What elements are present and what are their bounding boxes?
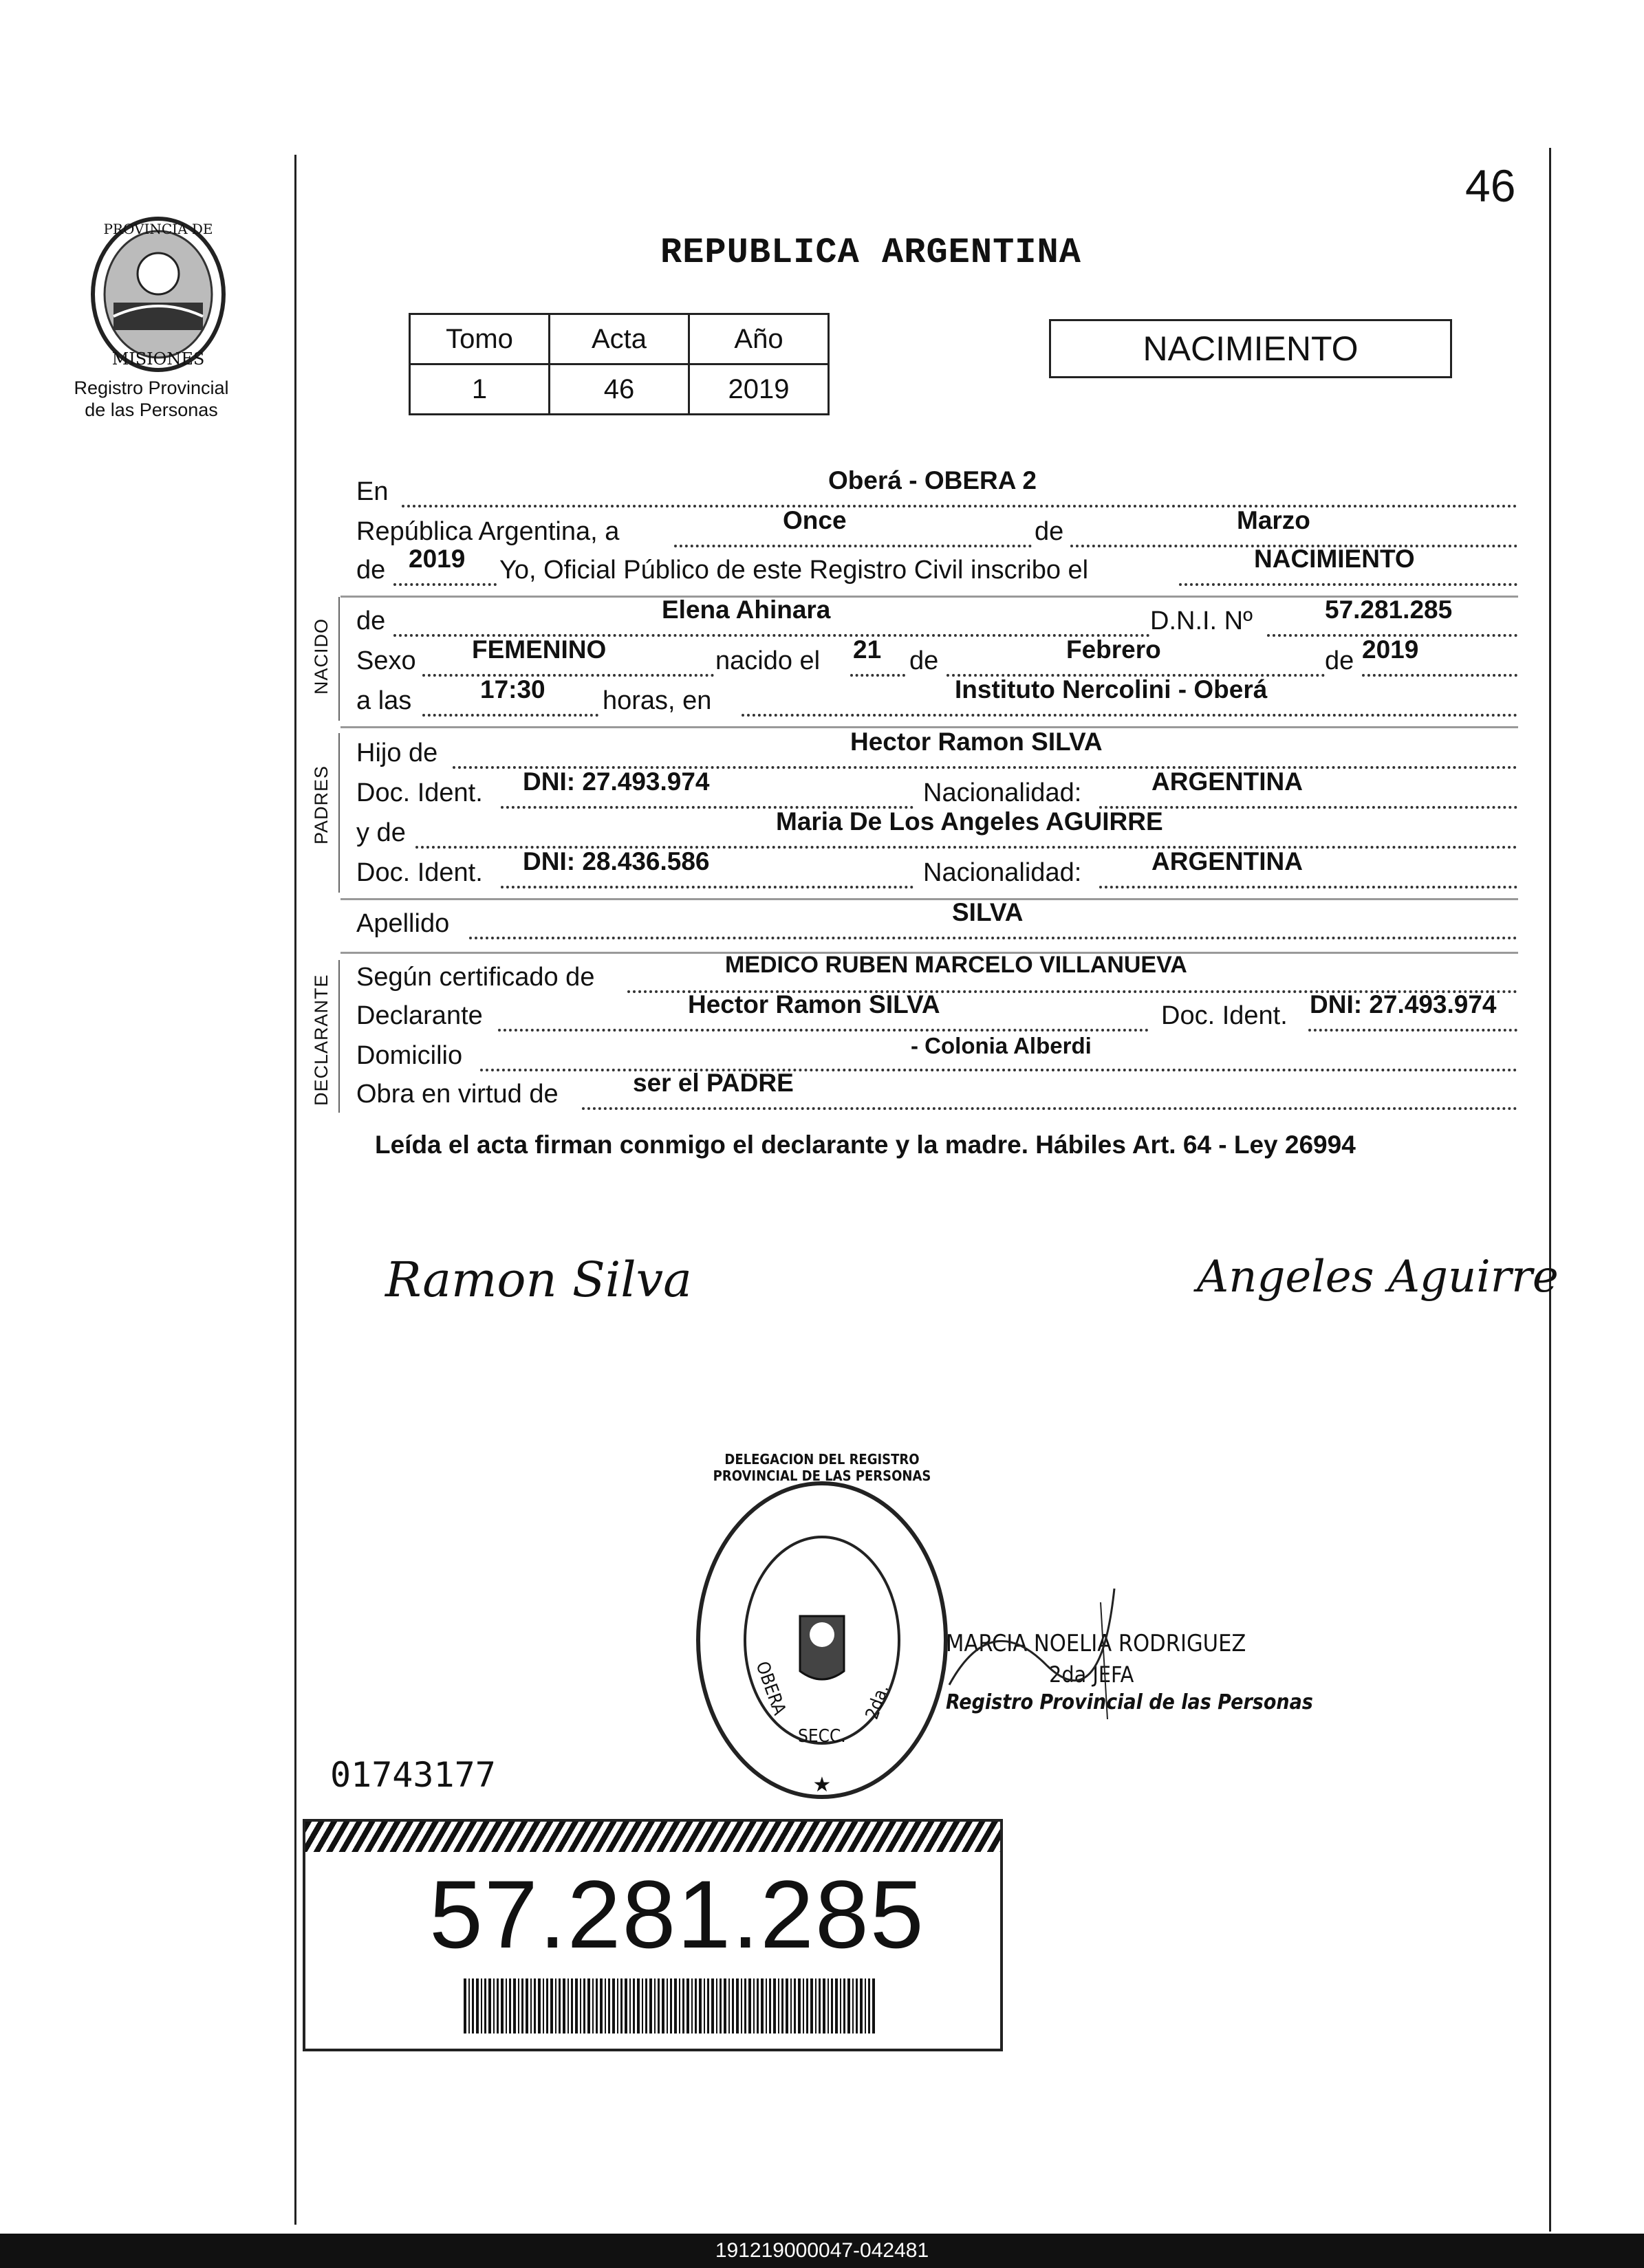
madre-doc-value: DNI: 28.436.586 xyxy=(523,847,710,875)
section-label-padres: PADRES xyxy=(311,765,332,844)
republica-dots-1 xyxy=(674,545,1032,547)
section-label-nacido: NACIDO xyxy=(311,618,332,695)
lugar-value: Instituto Nercolini - Oberá xyxy=(955,675,1268,704)
declarante-label: Declarante xyxy=(356,1001,483,1030)
declarante-doc-dots xyxy=(1308,1029,1517,1032)
obra-label: Obra en virtud de xyxy=(356,1080,559,1109)
registry-header-tomo: Tomo xyxy=(410,314,550,364)
official-name: MARCIA NOELIA RODRIGUEZ xyxy=(946,1630,1246,1657)
nac-mes-value: Febrero xyxy=(1066,635,1161,664)
nacido-label: nacido el xyxy=(715,646,821,675)
doc3-label: Doc. Ident. xyxy=(1161,1001,1288,1030)
nac-dia-dots xyxy=(850,674,905,677)
stamp-inner-bottom: SECC. xyxy=(798,1726,846,1747)
svg-text:★: ★ xyxy=(812,1774,832,1796)
alas-label: a las xyxy=(356,686,412,715)
domicilio-label: Domicilio xyxy=(356,1041,463,1070)
madre-value: Maria De Los Angeles AGUIRRE xyxy=(776,807,1163,836)
row-en xyxy=(356,466,1519,513)
cert-label: Según certificado de xyxy=(356,963,595,992)
svg-text:MISIONES: MISIONES xyxy=(111,349,205,369)
apellido-label: Apellido xyxy=(356,909,450,938)
republica-label: República Argentina, a xyxy=(356,517,620,546)
yde-label: y de xyxy=(356,818,406,847)
sexo-value: FEMENINO xyxy=(472,635,607,664)
lugar-dots xyxy=(742,714,1517,717)
declarante-dots xyxy=(498,1029,1149,1032)
section-label-declarante: DECLARANTE xyxy=(311,974,332,1106)
official-signature-stroke xyxy=(935,1582,1142,1733)
footer-code: 191219000047-042481 xyxy=(0,2234,1644,2268)
row-madre-doc xyxy=(356,847,1519,894)
declarante-doc-value: DNI: 27.493.974 xyxy=(1310,990,1497,1018)
cert-value: MEDICO RUBEN MARCELO VILLANUEVA xyxy=(725,952,1187,978)
dni-label: D.N.I. Nº xyxy=(1150,607,1253,635)
de5-label: de xyxy=(1325,646,1354,675)
dni-band-number: 57.281.285 xyxy=(429,1860,925,1968)
obra-dots xyxy=(582,1107,1517,1110)
de2-label: de xyxy=(356,556,386,585)
signature-right: Angeles Aguirre xyxy=(1197,1252,1559,1302)
sexo-label: Sexo xyxy=(356,646,416,675)
en-dots xyxy=(402,505,1517,508)
registry-value-tomo: 1 xyxy=(410,364,550,415)
madre-nac-value: ARGENTINA xyxy=(1151,847,1303,875)
row-oficial xyxy=(356,545,1519,591)
nac-anio-value: 2019 xyxy=(1362,635,1419,664)
anio-value: 2019 xyxy=(409,545,466,573)
acto-value: NACIMIENTO xyxy=(1254,545,1415,573)
right-border-line xyxy=(1549,148,1551,2232)
oficial-text: Yo, Oficial Público de este Registro Civil inscribo el xyxy=(499,556,1089,585)
declarante-bracket xyxy=(338,960,340,1113)
delegation-stamp xyxy=(691,1475,953,1805)
row-hora xyxy=(356,675,1519,722)
record-type-box: NACIMIENTO xyxy=(1049,319,1452,378)
separator-3 xyxy=(340,898,1518,900)
hora-dots xyxy=(422,714,598,717)
apellido-value: SILVA xyxy=(952,898,1024,926)
nac2-label: Nacionalidad: xyxy=(923,858,1082,887)
stamp-inner-left: OBERA xyxy=(751,1659,790,1718)
doc1-label: Doc. Ident. xyxy=(356,778,483,807)
padre-value: Hector Ramon SILVA xyxy=(850,728,1103,756)
horas-label: horas, en xyxy=(603,686,712,715)
hijo-label: Hijo de xyxy=(356,739,438,767)
row-declarante xyxy=(356,990,1519,1037)
nacido-bracket xyxy=(338,597,340,721)
page-number: 46 xyxy=(1465,160,1516,211)
row-apellido xyxy=(356,898,1519,945)
stamp-outer-text: DELEGACION DEL REGISTRO PROVINCIAL DE LAS PERSONAS xyxy=(713,1451,931,1484)
dni-band xyxy=(303,1819,1003,2051)
signature-left: Ramon Silva xyxy=(385,1252,692,1308)
dni-band-pattern xyxy=(305,1822,1000,1852)
de3-label: de xyxy=(356,607,386,635)
registry-table xyxy=(409,313,830,415)
acto-dots xyxy=(1179,583,1517,586)
serial-number: 01743177 xyxy=(330,1755,496,1795)
dni-barcode xyxy=(464,1978,876,2033)
registry-header-anio: Año xyxy=(689,314,829,364)
anio-dots xyxy=(393,583,497,586)
registry-header-acta: Acta xyxy=(550,314,689,364)
document-title: REPUBLICA ARGENTINA xyxy=(660,232,1081,273)
nac-dia-value: 21 xyxy=(853,635,882,664)
doc2-label: Doc. Ident. xyxy=(356,858,483,887)
padre-nac-value: ARGENTINA xyxy=(1151,767,1303,796)
padres-bracket xyxy=(338,733,340,893)
registry-value-anio: 2019 xyxy=(689,364,829,415)
official-office: Registro Provincial de las Personas xyxy=(946,1690,1313,1714)
nac1-label: Nacionalidad: xyxy=(923,778,1082,807)
declarante-value: Hector Ramon SILVA xyxy=(688,990,940,1018)
row-domicilio xyxy=(356,1033,1519,1077)
legal-text: Leída el acta firman conmigo el declarante y la madre. Hábiles Art. 64 - Ley 26994 xyxy=(375,1131,1356,1159)
mes-value: Marzo xyxy=(1237,506,1310,534)
de-label: de xyxy=(1035,517,1064,546)
madre-nac-dots xyxy=(1099,886,1517,888)
madre-doc-dots xyxy=(501,886,913,888)
logo-caption-line1: Registro Provincial xyxy=(74,378,229,398)
province-seal-logo xyxy=(86,213,230,375)
sexo-dots xyxy=(422,674,714,677)
registry-value-acta: 46 xyxy=(550,364,689,415)
apellido-dots xyxy=(469,937,1517,939)
en-label: En xyxy=(356,477,389,506)
hora-value: 17:30 xyxy=(480,675,545,704)
de4-label: de xyxy=(909,646,939,675)
left-border-line xyxy=(294,155,296,2225)
nac-anio-dots xyxy=(1362,674,1517,677)
stamp-inner-right: 2da. xyxy=(861,1681,894,1723)
dni-value: 57.281.285 xyxy=(1325,596,1453,624)
svg-text:PROVINCIA DE: PROVINCIA DE xyxy=(103,221,213,237)
padre-doc-value: DNI: 27.493.974 xyxy=(523,767,710,796)
logo-caption-line2: de las Personas xyxy=(85,400,218,420)
logo-caption xyxy=(48,377,255,421)
official-role: 2da JEFA xyxy=(1049,1661,1134,1688)
domicilio-value: - Colonia Alberdi xyxy=(911,1033,1092,1058)
obra-value: ser el PADRE xyxy=(633,1069,794,1097)
en-value: Oberá - OBERA 2 xyxy=(828,466,1037,494)
dia-value: Once xyxy=(783,506,847,534)
row-obra xyxy=(356,1069,1519,1115)
nombre-value: Elena Ahinara xyxy=(662,596,831,624)
